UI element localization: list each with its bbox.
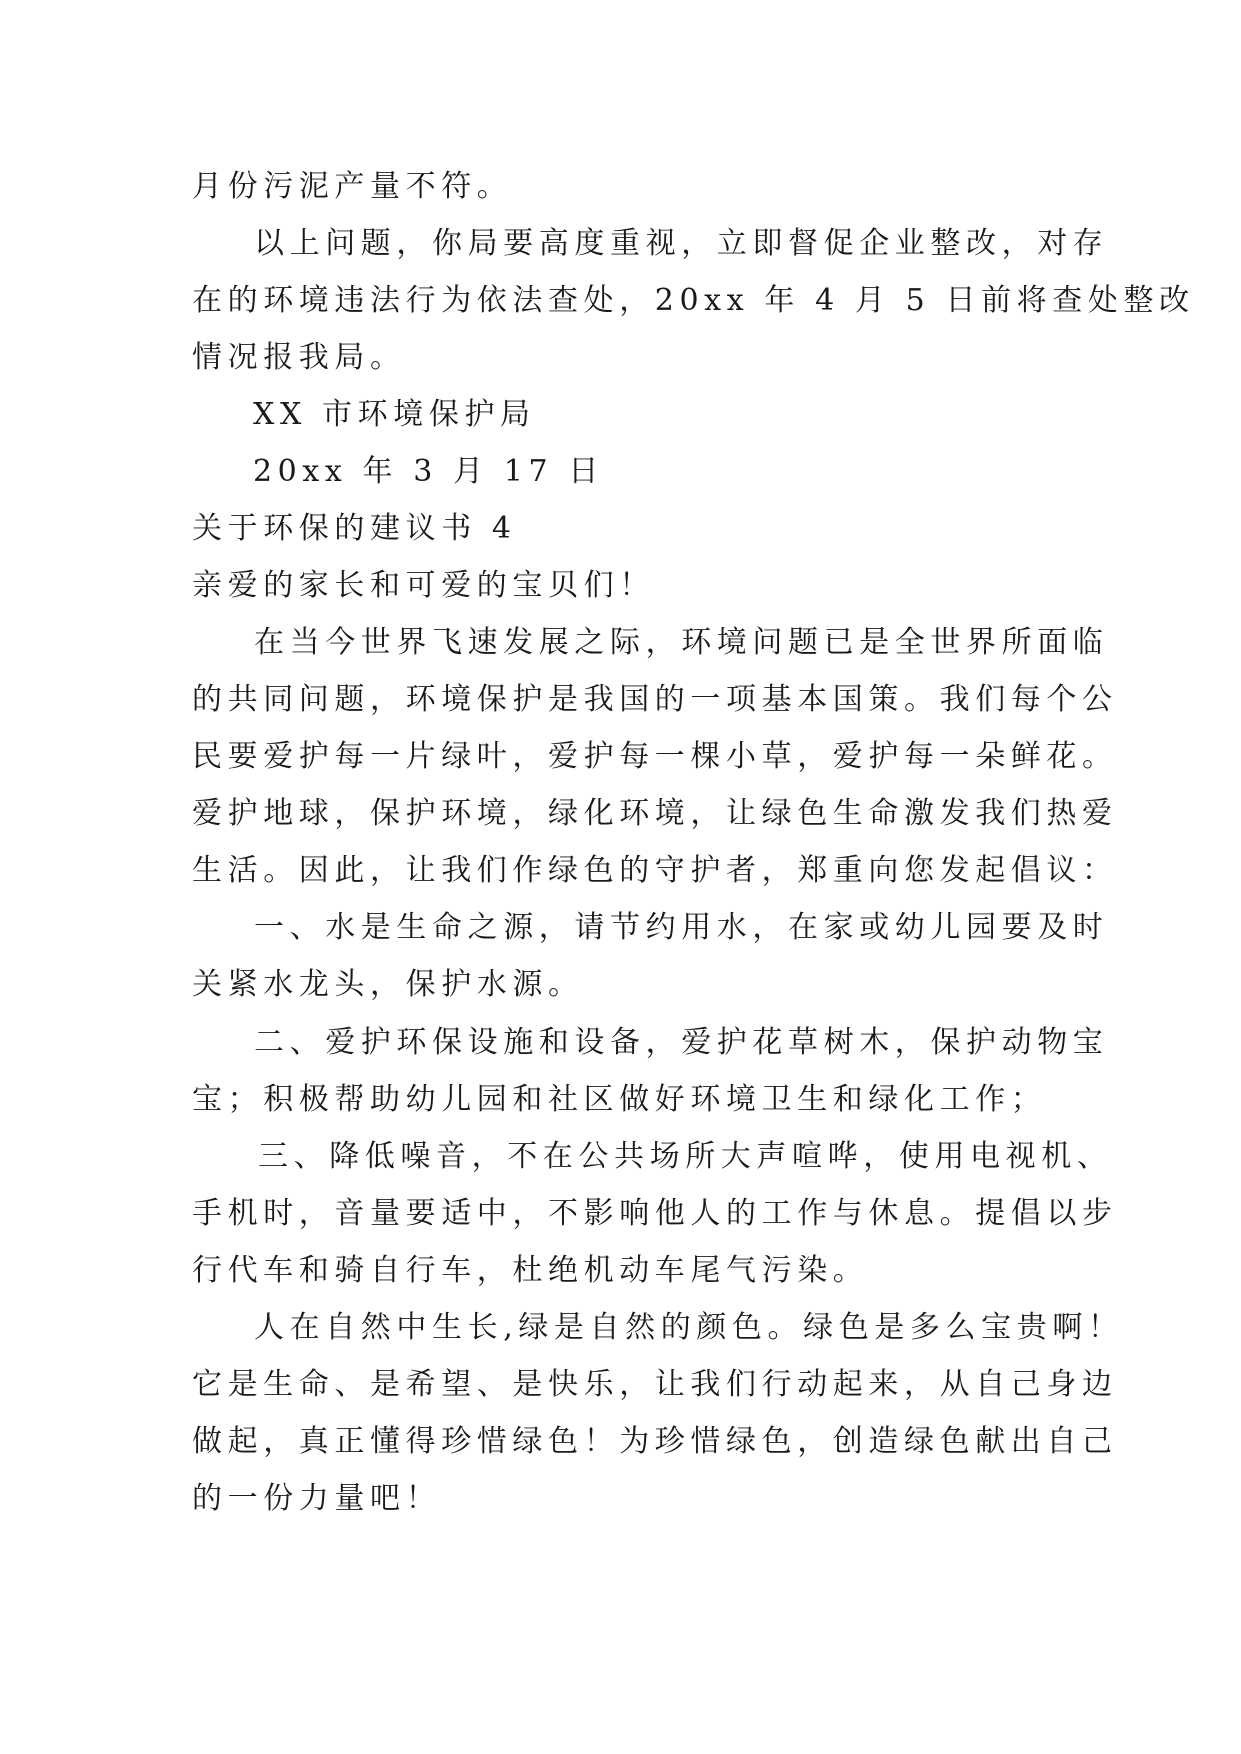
salutation: 亲爱的家长和可爱的宝贝们！ — [192, 568, 655, 603]
text-line: 一、水是生命之源，请节约用水，在家或幼儿园要及时 — [254, 910, 1109, 945]
text-line: 二、爱护环保设施和设备，爱护花草树木，保护动物宝 — [254, 1025, 1109, 1060]
signature-date: 20xx 年 3 月 17 日 — [253, 454, 604, 489]
text-line: 关紧水龙头，保护水源。 — [192, 967, 584, 1002]
section-title: 关于环保的建议书 4 — [192, 511, 517, 546]
text-line: 在当今世界飞速发展之际，环境问题已是全世界所面临 — [254, 625, 1109, 660]
text-line: 爱护地球，保护环境，绿化环境，让绿色生命激发我们热爱 — [192, 796, 1118, 831]
text-line: 月份污泥产量不符。 — [192, 169, 513, 204]
text-line: 的一份力量吧！ — [192, 1481, 442, 1516]
text-line: 在的环境违法行为依法查处，20xx 年 4 月 5 日前将查处整改 — [192, 283, 1195, 318]
text-line: 三、降低噪音，不在公共场所大声喧哗，使用电视机、 — [258, 1139, 1113, 1174]
text-line: 人在自然中生长,绿是自然的颜色。绿色是多么宝贵啊！ — [254, 1310, 1124, 1345]
signature-org: XX 市环境保护局 — [253, 397, 536, 432]
text-line: 以上问题，你局要高度重视，立即督促企业整改，对存 — [254, 226, 1109, 261]
text-line: 手机时，音量要适中，不影响他人的工作与休息。提倡以步 — [192, 1196, 1118, 1231]
text-line: 的共同问题，环境保护是我国的一项基本国策。我们每个公 — [192, 682, 1118, 717]
text-line: 它是生命、是希望、是快乐，让我们行动起来，从自己身边 — [192, 1367, 1118, 1402]
text-line: 宝；积极帮助幼儿园和社区做好环境卫生和绿化工作； — [192, 1082, 1047, 1117]
text-line: 民要爱护每一片绿叶，爱护每一棵小草，爱护每一朵鲜花。 — [192, 739, 1118, 774]
text-line: 生活。因此，让我们作绿色的守护者，郑重向您发起倡议： — [192, 853, 1118, 888]
text-line: 情况报我局。 — [192, 340, 406, 375]
text-line: 行代车和骑自行车，杜绝机动车尾气污染。 — [192, 1253, 869, 1288]
text-line: 做起，真正懂得珍惜绿色！为珍惜绿色，创造绿色献出自己 — [192, 1424, 1118, 1459]
